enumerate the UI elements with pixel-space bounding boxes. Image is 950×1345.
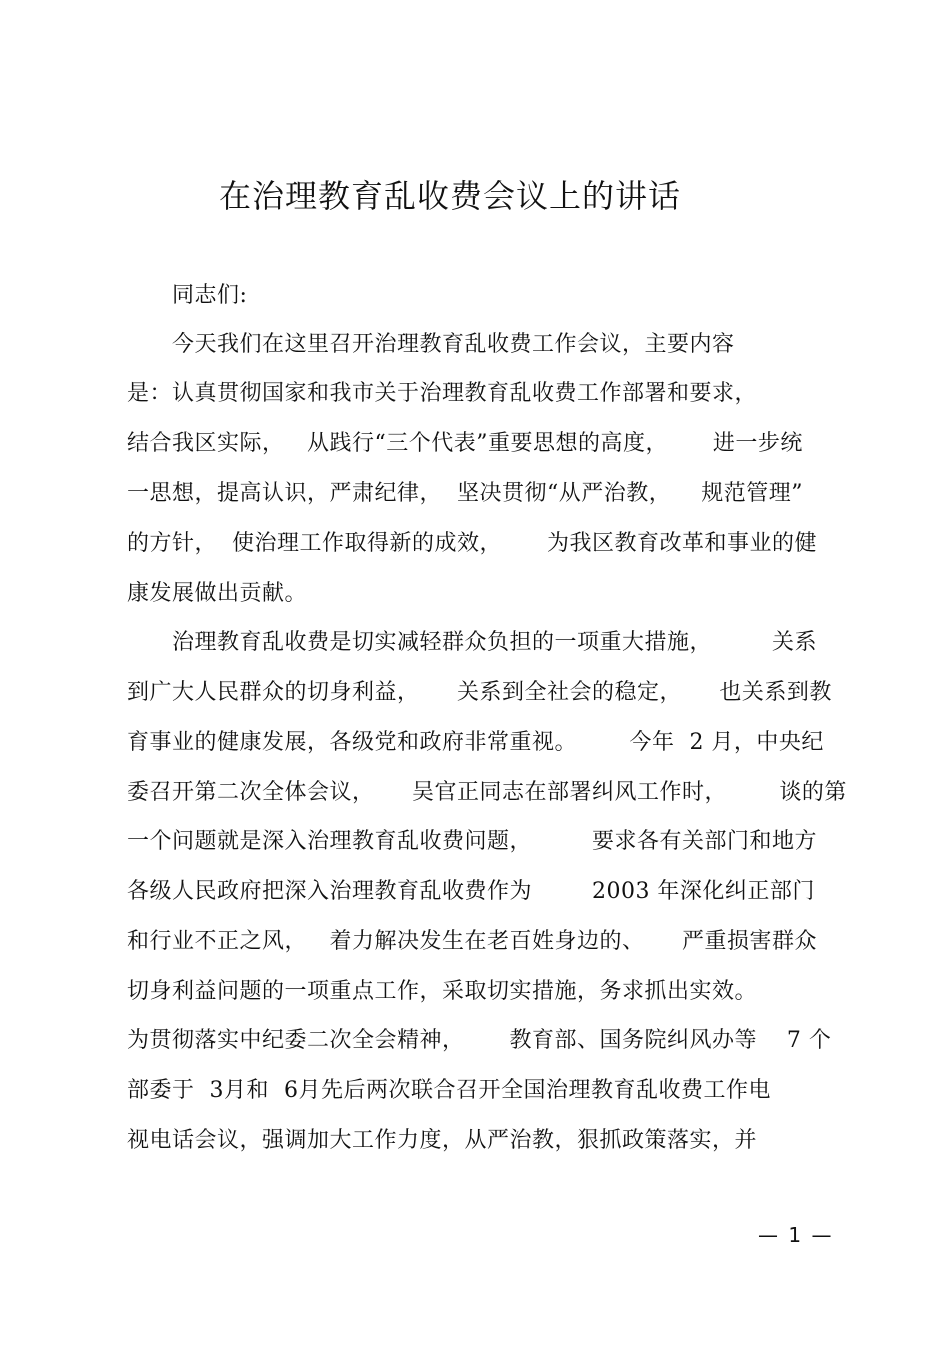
text-line: 育事业的健康发展，各级党和政府非常重视。 今年 2 月，中央纪: [127, 730, 824, 755]
text-line: 一个问题就是深入治理教育乱收费问题， 要求各有关部门和地方: [127, 829, 817, 854]
page-number: — 1 —: [758, 1223, 834, 1247]
text-line: 各级人民政府把深入治理教育乱收费作为 2003 年深化纠正部门: [127, 879, 815, 904]
text-line: 到广大人民群众的切身利益， 关系到全社会的稳定， 也关系到教: [127, 680, 832, 705]
text-line: 委召开第二次全体会议， 吴官正同志在部署纠风工作时， 谈的第: [127, 780, 847, 805]
text-line: 治理教育乱收费是切实减轻群众负担的一项重大措施， 关系: [127, 630, 817, 655]
text-line: 康发展做出贡献。: [127, 581, 308, 606]
text-line: 为贯彻落实中纪委二次全会精神， 教育部、国务院纠风办等 7 个: [127, 1028, 832, 1053]
text-line: 一思想，提高认识，严肃纪律， 坚决贯彻“从严治教， 规范管理”: [127, 481, 803, 506]
text-line: 今天我们在这里召开治理教育乱收费工作会议，主要内容: [127, 332, 735, 357]
text-line: 结合我区实际， 从践行“三个代表”重要思想的高度， 进一步统: [127, 431, 803, 456]
document-title: 在治理教育乱收费会议上的讲话: [218, 177, 681, 215]
text-line: 同志们:: [127, 283, 248, 308]
text-line: 切身利益问题的一项重点工作，采取切实措施，务求抓出实效。: [127, 979, 758, 1004]
text-line: 是：认真贯彻国家和我市关于治理教育乱收费工作部署和要求，: [127, 381, 758, 406]
text-line: 和行业不正之风， 着力解决发生在老百姓身边的、 严重损害群众: [127, 929, 817, 954]
text-line: 部委于 3月和 6月先后两次联合召开全国治理教育乱收费工作电: [127, 1078, 771, 1103]
text-line: 的方针， 使治理工作取得新的成效， 为我区教育改革和事业的健: [127, 531, 817, 556]
text-line: 视电话会议，强调加大工作力度，从严治教，狠抓政策落实，并: [127, 1128, 758, 1153]
